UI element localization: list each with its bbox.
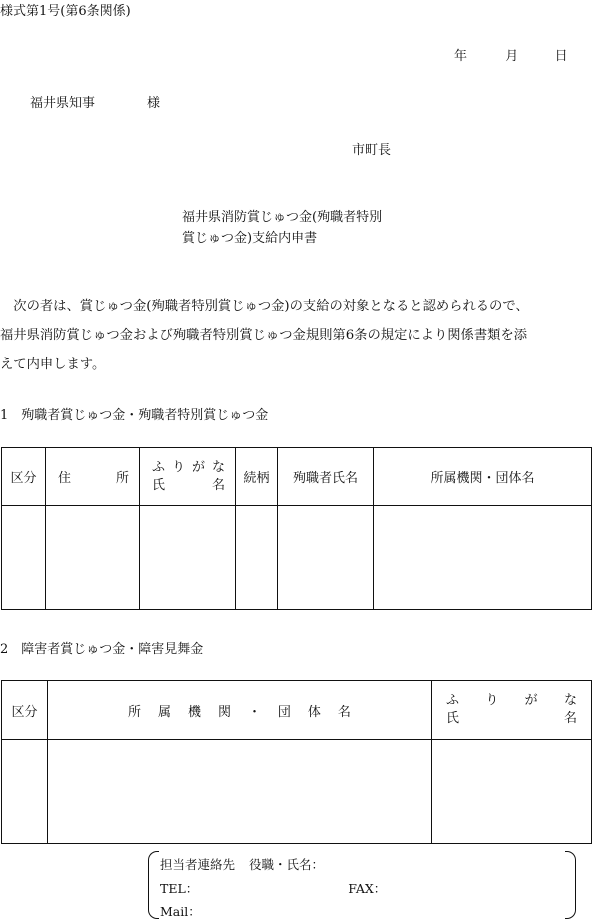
contact-line-1 <box>160 855 324 873</box>
body-line-3: えて内申します。 <box>0 357 106 372</box>
header-furigana-name <box>432 681 592 740</box>
left-bracket <box>148 851 159 919</box>
table-row <box>2 740 592 844</box>
addressee <box>30 92 160 111</box>
cell-organization[interactable] <box>374 506 592 610</box>
cell-furigana-name[interactable] <box>432 740 592 844</box>
cell-category[interactable] <box>2 506 46 610</box>
date-year: 年 <box>454 49 468 64</box>
cell-furigana-name[interactable] <box>140 506 236 610</box>
header-deceased-name: 殉職者氏名 <box>278 448 374 506</box>
date-month: 月 <box>505 49 519 64</box>
body-line-2: 福井県消防賞じゅつ金および殉職者特別賞じゅつ金規則第6条の規定により関係書類を添 <box>0 328 528 343</box>
title-line-1: 福井県消防賞じゅつ金(殉職者特別 <box>182 210 383 225</box>
furigana-label: ふ り が な <box>446 693 577 708</box>
table-row <box>2 506 592 610</box>
cell-organization[interactable] <box>48 740 432 844</box>
title-line-2: 賞じゅつ金)支給内申書 <box>182 231 318 246</box>
name-label: 氏 名 <box>446 711 577 726</box>
addressee-name: 福井県知事 <box>30 96 96 111</box>
contact-tel[interactable]: TEL： <box>160 881 199 896</box>
header-organization: 所 属 機 関 ・ 団 体 名 <box>48 681 432 740</box>
section-1-heading: 1 殉職者賞じゅつ金・殉職者特別賞じゅつ金 <box>0 408 269 423</box>
cell-relation[interactable] <box>236 506 278 610</box>
header-address: 住 所 <box>46 448 140 506</box>
cell-address[interactable] <box>46 506 140 610</box>
contact-line-2 <box>160 879 386 897</box>
form-number: 様式第1号(第6条関係) <box>0 4 131 19</box>
header-relation: 続柄 <box>236 448 278 506</box>
right-bracket <box>565 851 576 919</box>
section-1-table <box>1 447 592 610</box>
name-label: 氏 名 <box>152 477 225 493</box>
cell-category[interactable] <box>2 740 48 844</box>
addressee-honorific: 様 <box>147 96 161 111</box>
cell-deceased-name[interactable] <box>278 506 374 610</box>
date-day: 日 <box>554 49 568 64</box>
section-2-table <box>1 680 592 844</box>
section-2-heading: 2 障害者賞じゅつ金・障害見舞金 <box>0 642 204 657</box>
contact-fax[interactable]: FAX： <box>348 881 387 896</box>
header-category: 区分 <box>2 448 46 506</box>
header-category: 区分 <box>2 681 48 740</box>
document-title <box>182 207 382 249</box>
furigana-label: ふ り が な <box>152 459 225 475</box>
header-furigana-name <box>140 448 236 506</box>
body-text <box>0 292 529 379</box>
contact-mail[interactable]: Mail： <box>160 904 201 919</box>
date-line <box>454 45 568 64</box>
header-organization: 所属機関・団体名 <box>374 448 592 506</box>
contact-box <box>148 851 576 919</box>
contact-role-name[interactable]: 役職・氏名： <box>249 857 325 872</box>
contact-label: 担当者連絡先 <box>160 857 236 872</box>
sender: 市町長 <box>352 143 392 158</box>
body-line-1: 次の者は、賞じゅつ金(殉職者特別賞じゅつ金)の支給の対象となると認められるので、 <box>0 299 529 314</box>
